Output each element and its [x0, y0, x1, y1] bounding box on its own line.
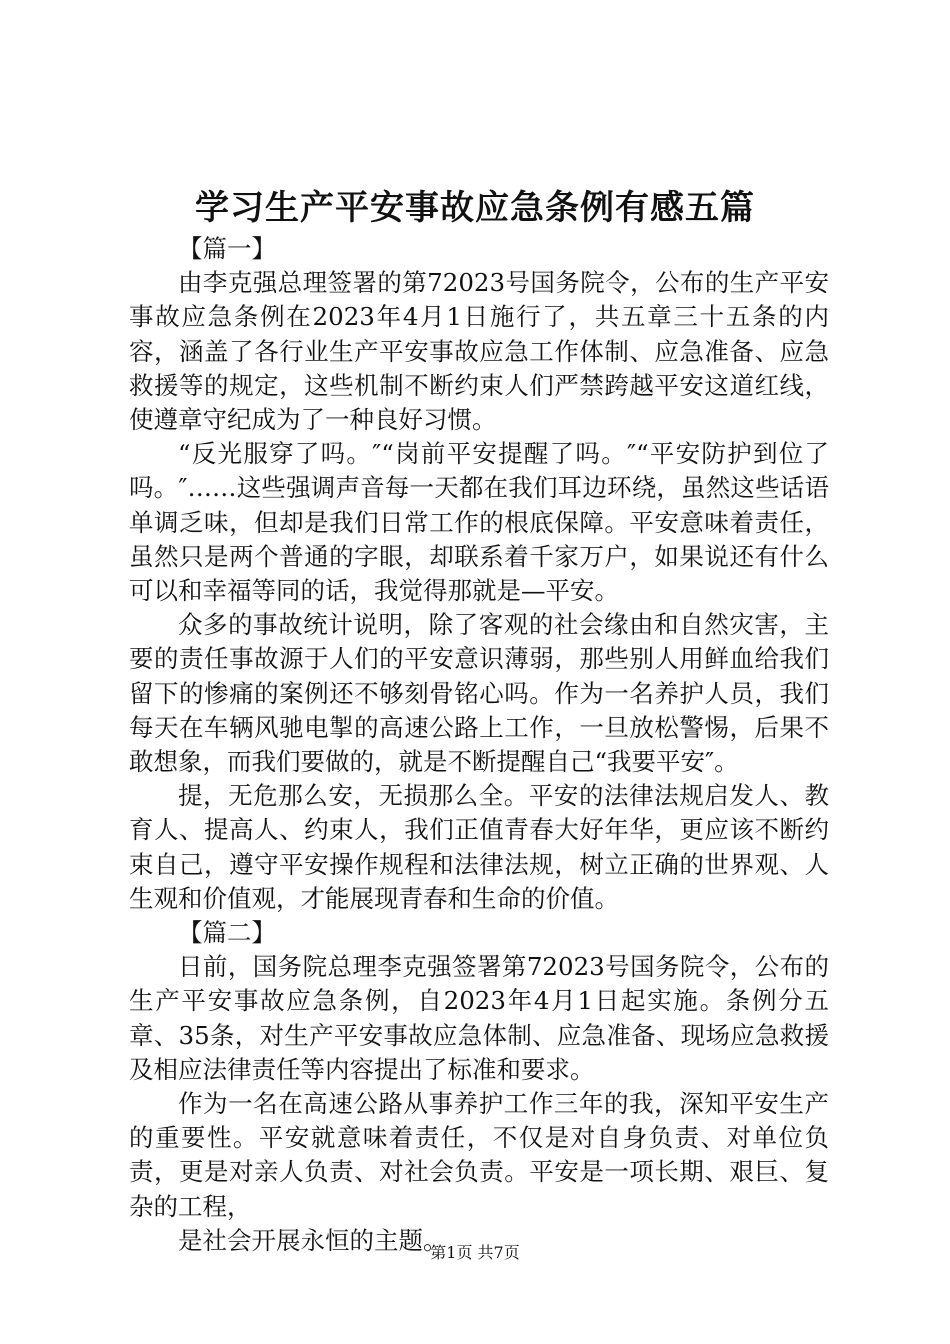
section-heading: 【篇二】: [178, 918, 276, 948]
paragraph: 是社会开展永恒的主题。: [178, 1225, 448, 1255]
paragraph: 作为一名在高速公路从事养护工作三年的我，深知平安生产的重要性。平安就意味着责任，不仅是对自身负责、对单位负责，更是对亲人负责、对社会负责。平安是一项长期、艰巨、复杂的工程，: [129, 1089, 829, 1221]
paragraph: “反光服穿了吗。″“岗前平安提醒了吗。″“平安防护到位了吗。″……这些强调声音每一天都在我们耳边环绕，虽然这些话语单调乏味，但却是我们日常工作的根底保障。平安意味着责任，虽然只是两个普通的字眼，却联系着千家万户，如果说还有什么可以和幸福等同的话，我觉得那就是—平安。: [129, 439, 829, 606]
section-heading: 【篇一】: [178, 234, 276, 263]
paragraph: 众多的事故统计说明，除了客观的社会缘由和自然灾害，主要的责任事故源于人们的平安意识薄弱，那些别人用鲜血给我们留下的惨痛的案例还不够刻骨铭心吗。作为一名养护人员，我们每天在车辆风驰电掣的高速公路上工作，一旦放松警惕，后果不敢想象，而我们要做的，就是不断提醒自己“我要平安″。: [129, 610, 829, 777]
document-title: 学习生产平安事故应急条例有感五篇: [195, 188, 755, 228]
paragraph: 提，无危那么安，无损那么全。平安的法律法规启发人、教育人、提高人、约束人，我们正值青春大好年华，更应该不断约束自己，遵守平安操作规程和法律法规，树立正确的世界观、人生观和价值观，才能展现青春和生命的价值。: [129, 781, 829, 913]
page-footer: 第1页 共7页: [430, 1243, 520, 1262]
document-body: [129, 232, 829, 1258]
paragraph: 由李克强总理签署的第72023号国务院令，公布的生产平安事故应急条例在2023年4月1日施行了，共五章三十五条的内容，涵盖了各行业生产平安事故应急工作体制、应急准备、应急救援等的规定，这些机制不断约束人们严禁跨越平安这道红线，使遵章守纪成为了一种良好习惯。: [129, 268, 829, 435]
paragraph: 日前，国务院总理李克强签署第72023号国务院令，公布的生产平安事故应急条例，自2023年4月1日起实施。条例分五章、35条，对生产平安事故应急体制、应急准备、现场应急救援及相应法律责任等内容提出了标准和要求。: [129, 952, 829, 1084]
section-1: [129, 232, 829, 916]
section-2: [129, 916, 829, 1258]
